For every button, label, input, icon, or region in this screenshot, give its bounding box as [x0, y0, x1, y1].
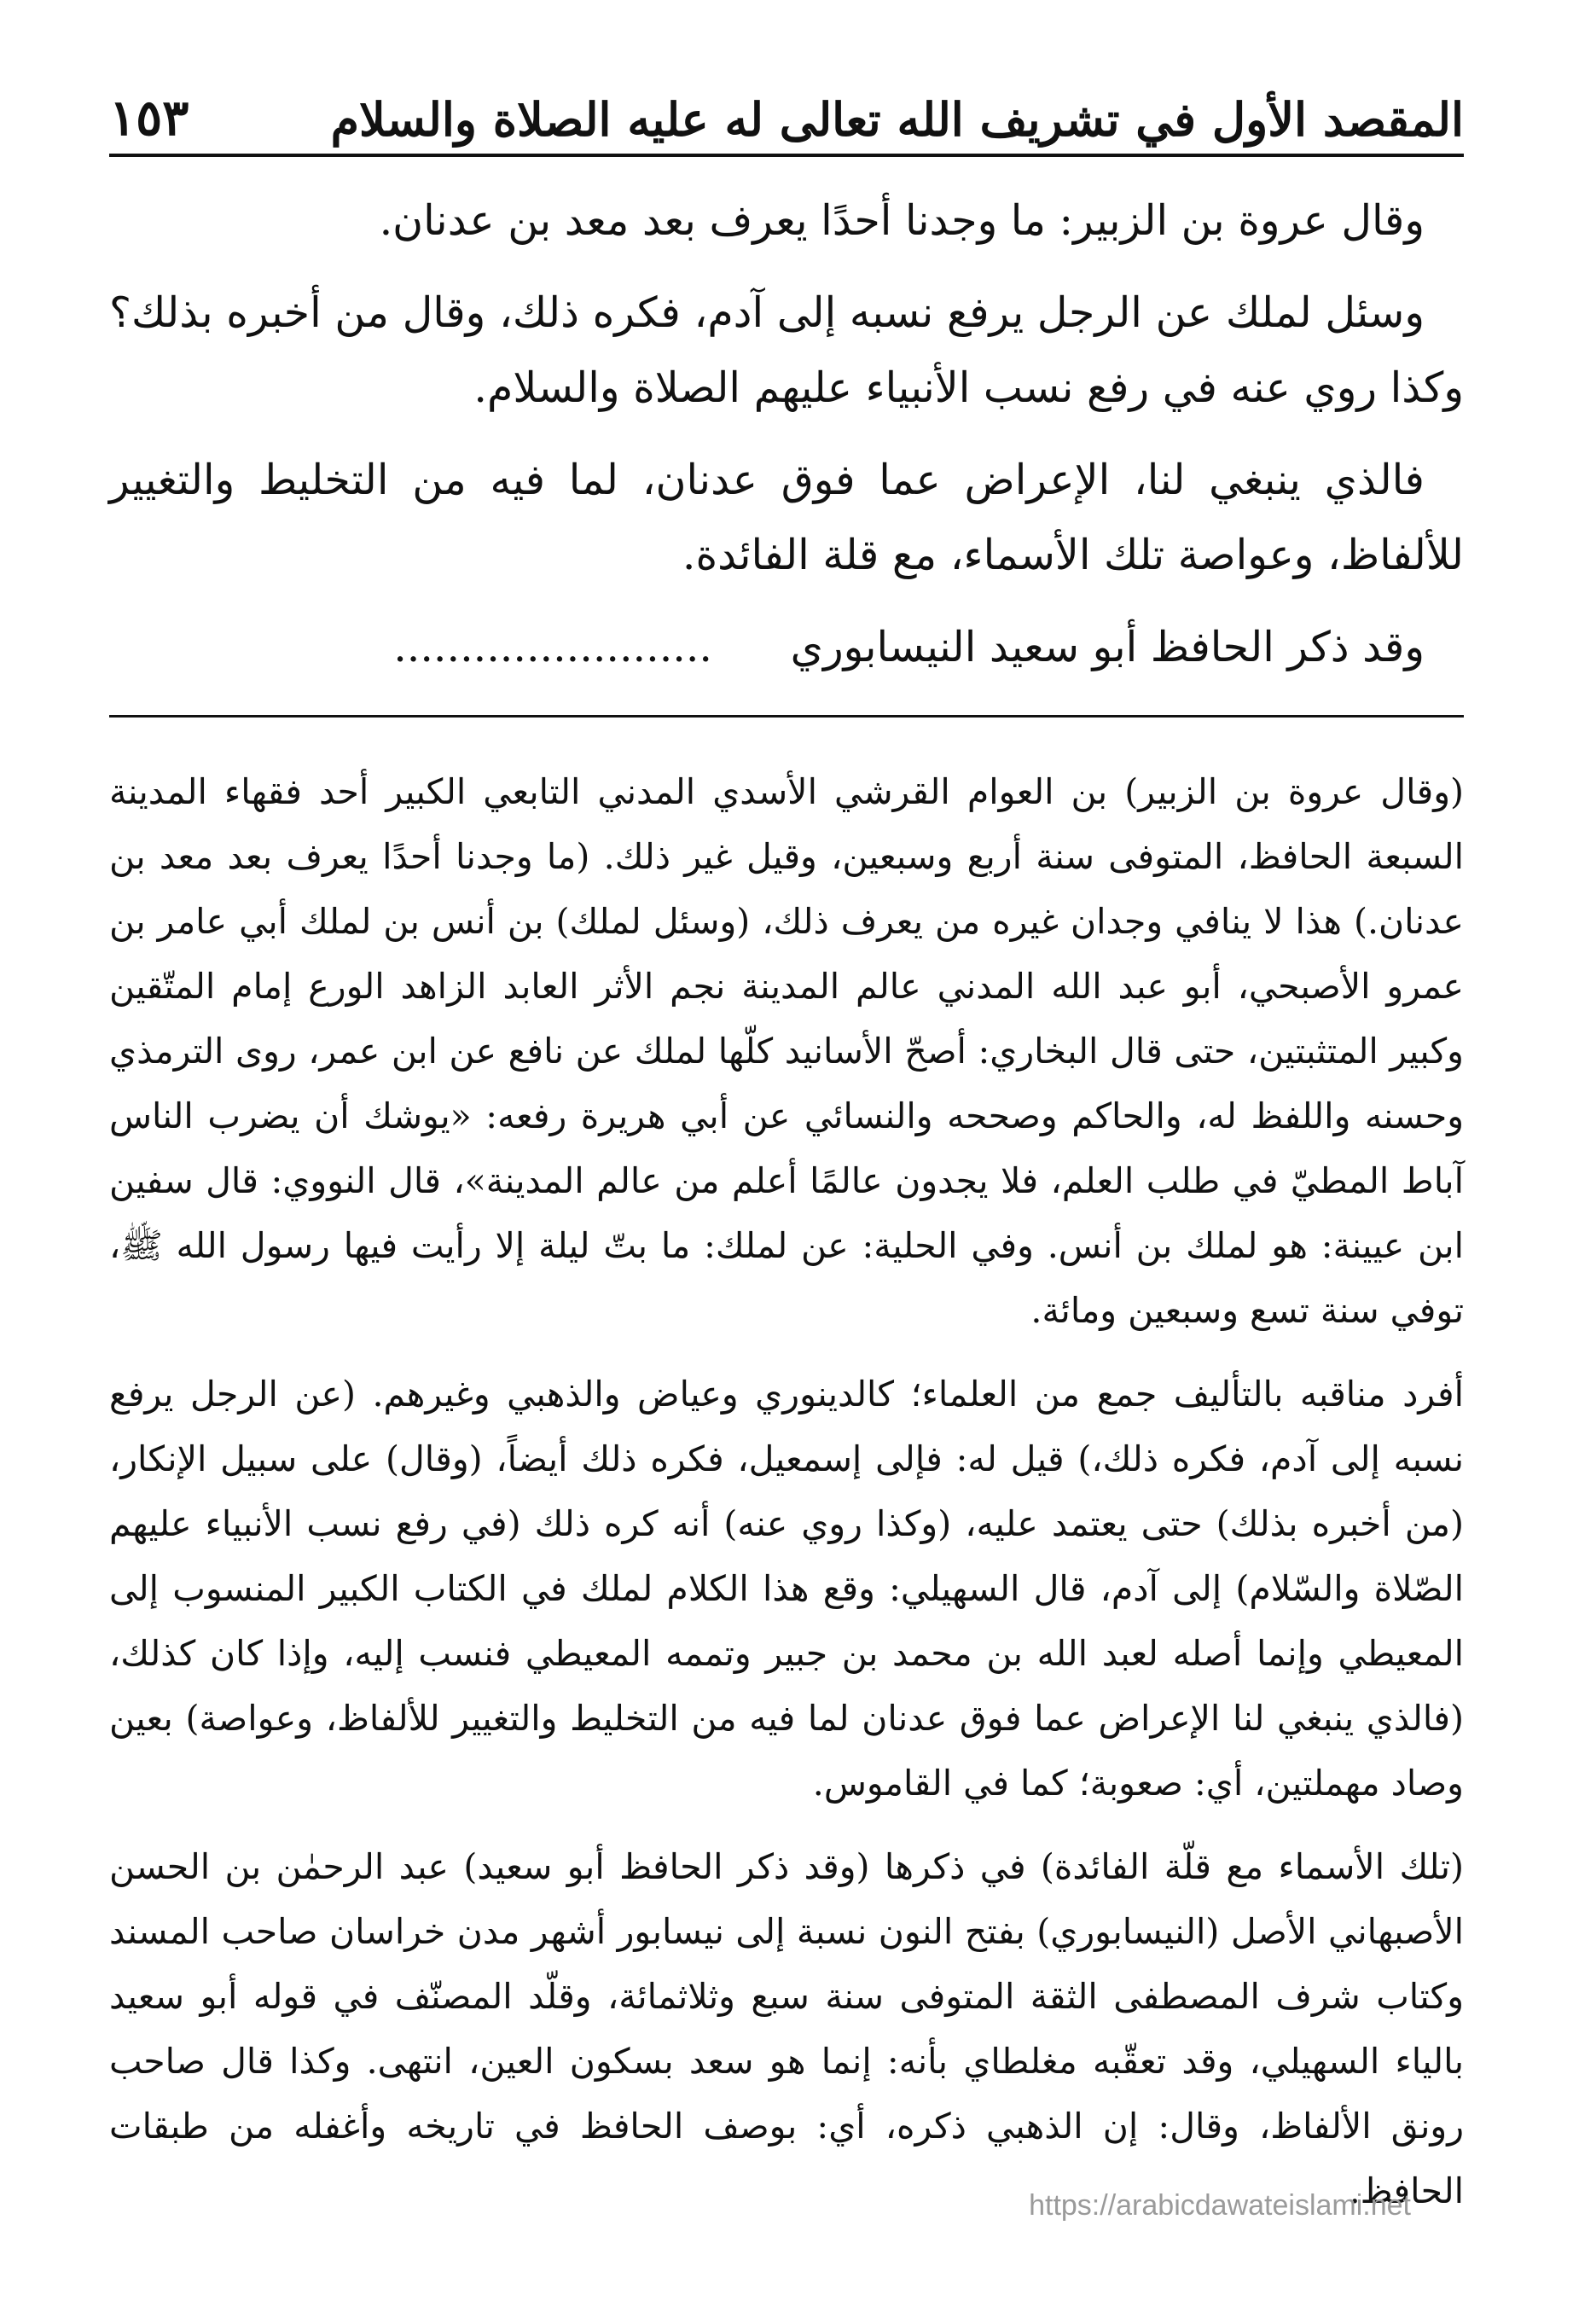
main-paragraph-text: وقد ذكر الحافظ أبو سعيد النيسابوري	[790, 623, 1425, 671]
running-header	[109, 75, 1464, 157]
continuation-dots: ........................	[393, 623, 713, 671]
commentary-paragraph: (تلك الأسماء مع قلّة الفائدة) في ذكرها (وقد ذكر الحافظ أبو سعيد) عبد الرحمٰن بن الحسن الأصبهاني الأصل (النيسابوري) بفتح النون نسبة إلى نيسابور أشهر مدن خراسان صاحب المسند وكتاب شرف المصطفى الثقة المتوفى سنة سبع وثلاثمائة، وقلّد المصنّف في قوله أبو سعيد بالياء السهيلي، وقد تعقّبه مغلطاي بأنه: إنما هو سعد بسكون العين، انتهى. وكذا قال صاحب رونق الألفاظ، وقال: إن الذهبي ذكره، أي: بوصف الحافظ في تاريخه وأغفله من طبقات الحافظ.	[109, 1846, 1464, 2211]
page-number: ١٥٣	[109, 89, 189, 147]
watermark-url: https://arabicdawateislami.net	[1029, 2189, 1411, 2222]
commentary-paragraph: (وقال عروة بن الزبير) بن العوام القرشي الأسدي المدني التابعي الكبير أحد فقهاء المدينة السبعة الحافظ، المتوفى سنة أربع وسبعين، وقيل غير ذلك. (ما وجدنا أحدًا يعرف بعد معد بن عدنان.) هذا لا ينافي وجدان غيره من يعرف ذلك، (وسئل لملك) بن أنس بن لملك أبي عامر بن عمرو الأصبحي، أبو عبد الله المدني عالم المدينة نجم الأثر العابد الزاهد الورع إمام المتّقين وكبير المتثبتين، حتى قال البخاري: أصحّ الأسانيد كلّها لملك عن نافع عن ابن عمر، روى الترمذي وحسنه واللفظ له، والحاكم وصححه والنسائي عن أبي هريرة رفعه: «يوشك أن يضرب الناس آباط المطيّ في طلب العلم، فلا يجدون عالمًا أعلم من عالم المدينة»، قال النووي: قال سفين ابن عيينة: هو لملك بن أنس. وفي الحلية: عن لملك: ما بتّ ليلة إلا رأيت فيها رسول الله ﷺ، توفي سنة تسع وسبعين ومائة.	[109, 771, 1464, 1331]
header-title: المقصد الأول في تشريف الله تعالى له عليه الصلاة والسلام	[330, 92, 1464, 147]
main-paragraph: فالذي ينبغي لنا، الإعراض عما فوق عدنان، لما فيه من التخليط والتغيير للألفاظ، وعواصة تلك الأسماء، مع قلة الفائدة.	[109, 456, 1464, 579]
section-divider	[109, 715, 1464, 718]
commentary-text	[109, 759, 1464, 2242]
main-paragraph: وقال عروة بن الزبير: ما وجدنا أحدًا يعرف بعد معد بن عدنان.	[379, 196, 1425, 245]
main-paragraph: وسئل لملك عن الرجل يرفع نسبه إلى آدم، فكره ذلك، وقال من أخبره بذلك؟ وكذا روي عنه في رفع نسب الأنبياء عليهم الصلاة والسلام.	[109, 288, 1464, 412]
main-paragraph	[109, 610, 1464, 685]
main-text	[109, 183, 1464, 702]
commentary-paragraph: أفرد مناقبه بالتأليف جمع من العلماء؛ كالدينوري وعياض والذهبي وغيرهم. (عن الرجل يرفع نسبه إلى آدم، فكره ذلك،) قيل له: فإلى إسمعيل، فكره ذلك أيضاً، (وقال) على سبيل الإنكار، (من أخبره بذلك) حتى يعتمد عليه، (وكذا روي عنه) أنه كره ذلك (في رفع نسب الأنبياء عليهم الصّلاة والسّلام) إلى آدم، قال السهيلي: وقع هذا الكلام لملك في الكتاب الكبير المنسوب إلى المعيطي وإنما أصله لعبد الله بن محمد بن جبير وتممه المعيطي فنسب إليه، وإذا كان كذلك، (فالذي ينبغي لنا الإعراض عما فوق عدنان لما فيه من التخليط والتغيير للألفاظ، وعواصة) بعين وصاد مهملتين، أي: صعوبة؛ كما في القاموس.	[109, 1374, 1464, 1804]
